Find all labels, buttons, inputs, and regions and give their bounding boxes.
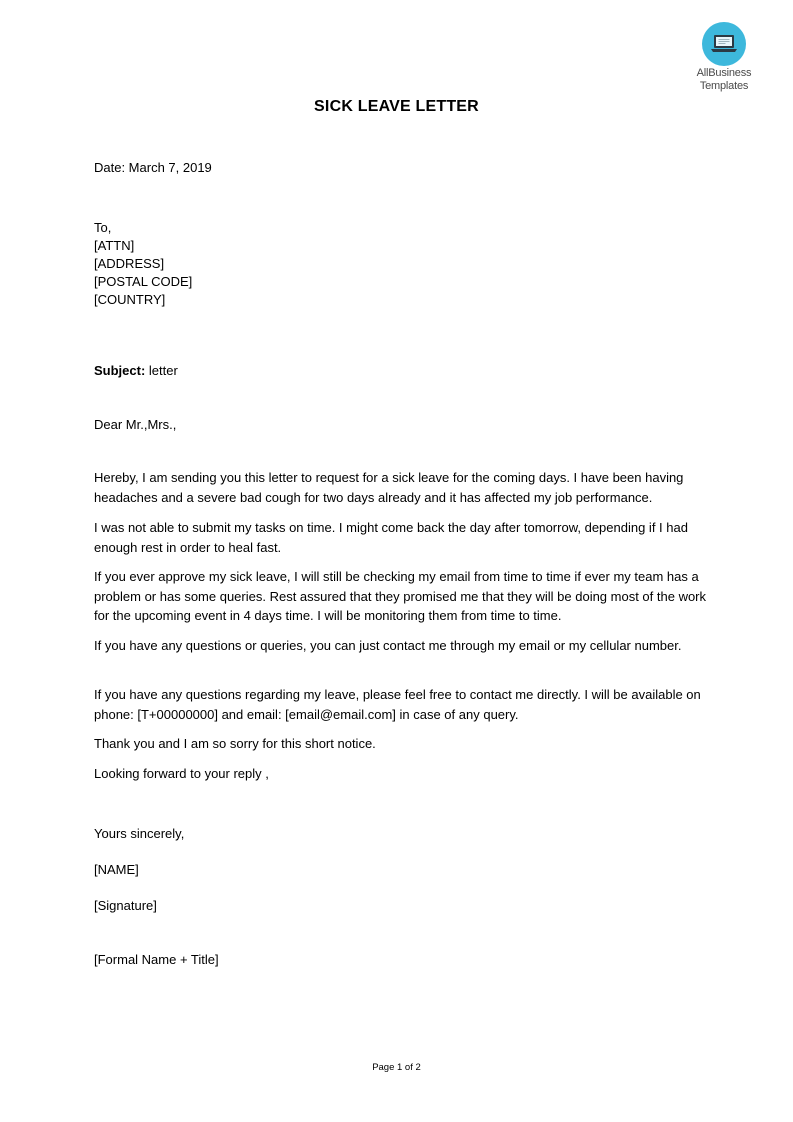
- recipient-address: [ADDRESS]: [94, 256, 165, 271]
- recipient-to: To,: [94, 220, 112, 235]
- laptop-icon: [702, 22, 746, 66]
- closing: Yours sincerely,: [94, 826, 185, 841]
- page-title: SICK LEAVE LETTER: [314, 98, 479, 115]
- company-logo: [688, 22, 760, 92]
- body-paragraph-5: If you have any questions regarding my leave, please feel free to contact me directly. I will be available on phone: [T+00000000] and email: [email@email.com] in case of any query.: [94, 687, 701, 722]
- recipient-postal-code: [POSTAL CODE]: [94, 274, 193, 289]
- body-paragraph-6: Thank you and I am so sorry for this short notice.: [94, 736, 376, 751]
- subject-label: Subject:: [94, 363, 146, 378]
- body-paragraph-2: I was not able to submit my tasks on time. I might come back the day after tomorrow, depending if I had enough rest in order to heal fast.: [94, 520, 688, 555]
- body-paragraph-7: Looking forward to your reply ,: [94, 766, 269, 781]
- body-paragraph-3: If you ever approve my sick leave, I will still be checking my email from time to time if ever my team has a problem or has some queries. Rest assured that they promised me that they will be doing most of the work for the upcoming event in 4 days time. I will be monitoring them from time to time.: [94, 569, 707, 623]
- recipient-country: [COUNTRY]: [94, 292, 166, 307]
- logo-text-line2: Templates: [699, 80, 749, 92]
- sender-formal-name: [Formal Name + Title]: [94, 952, 219, 967]
- sender-name: [NAME]: [94, 862, 139, 877]
- body-paragraph-4: If you have any questions or queries, you can just contact me through my email or my cellular number.: [94, 638, 682, 653]
- recipient-attn: [ATTN]: [94, 238, 135, 253]
- greeting: Dear Mr.,Mrs.,: [94, 417, 177, 432]
- body-paragraph-1: Hereby, I am sending you this letter to request for a sick leave for the coming days. I have been having headaches and a severe bad cough for two days already and it has affected my job performance.: [94, 470, 684, 505]
- letter-date: Date: March 7, 2019: [94, 160, 212, 175]
- logo-text-line1: AllBusiness: [696, 67, 752, 79]
- page-number: Page 1 of 2: [372, 1062, 421, 1073]
- subject-line: [94, 362, 178, 380]
- subject-value: letter: [145, 363, 178, 378]
- sender-signature: [Signature]: [94, 898, 157, 913]
